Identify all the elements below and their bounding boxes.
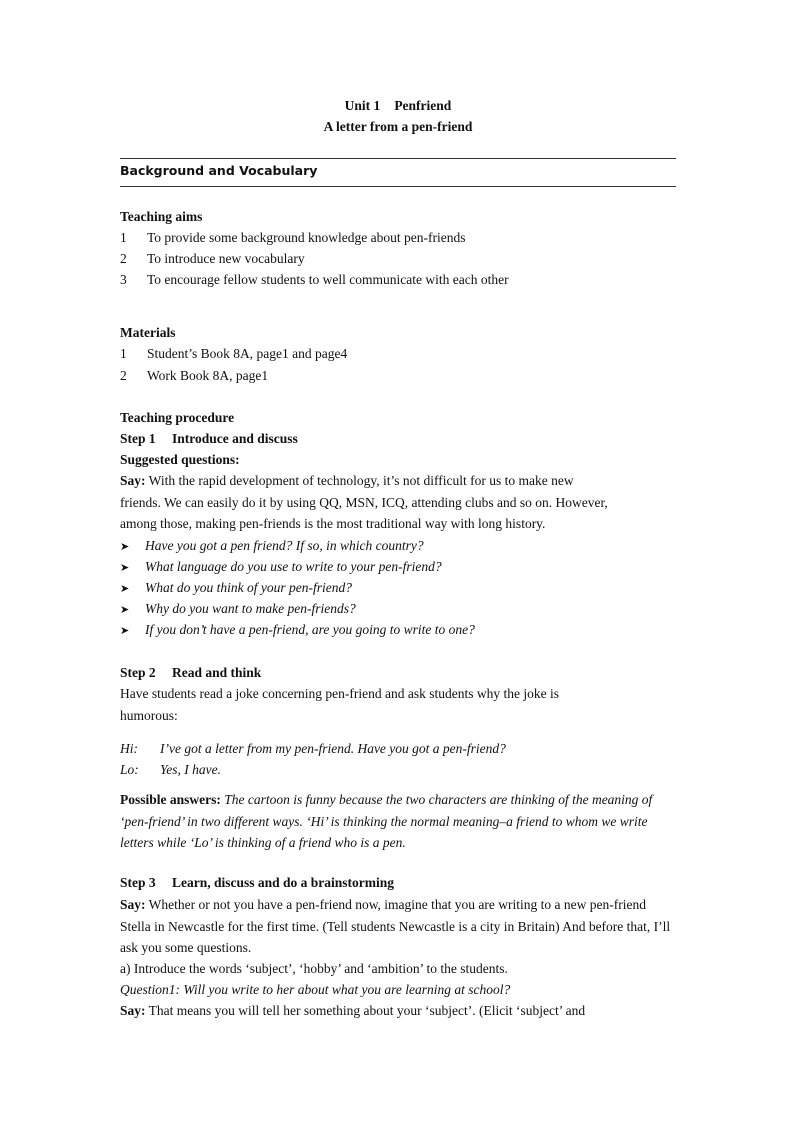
possible-answers: Possible answers: The cartoon is funny because the two characters are thinking of the meaning of ‘pen-friend’ in two different ways. ‘Hi’ is thinking the normal meaning–a friend to whom we write letters while ‘Lo’ is thinking of a friend who is a pen. <box>120 792 653 850</box>
teaching-aims-heading: Teaching aims <box>120 209 203 224</box>
unit-heading <box>120 98 676 114</box>
dialogue-line: Lo: Yes, I have. <box>120 762 221 777</box>
step3-heading: Step 3 Learn, discuss and do a brainstorming <box>120 875 395 890</box>
question-item: ➤ If you don’t have a pen-friend, are you going to write to one? <box>120 622 475 637</box>
question-item: ➤ Why do you want to make pen-friends? <box>120 601 356 616</box>
step2-intro-line: Have students read a joke concerning pen-friend and ask students why the joke is <box>120 686 559 701</box>
arrow-bullet-icon: ➤ <box>120 540 130 553</box>
question-item: ➤ What do you think of your pen-friend? <box>120 580 352 595</box>
section-title: Background and Vocabulary <box>120 163 318 178</box>
step2-intro-line: humorous: <box>120 708 178 723</box>
aim-item: 1 To provide some background knowledge about pen-friends <box>120 230 466 245</box>
lesson-subtitle: A letter from a pen-friend <box>323 119 473 134</box>
arrow-bullet-icon: ➤ <box>120 582 130 595</box>
bottom-rule <box>120 186 676 187</box>
unit-number: Unit 1 <box>344 98 381 113</box>
arrow-bullet-icon: ➤ <box>120 603 130 616</box>
top-rule <box>120 158 676 159</box>
question-item: ➤ What language do you use to write to your pen-friend? <box>120 559 442 574</box>
aim-item: 3 To encourage fellow students to well communicate with each other <box>120 272 509 287</box>
step1-heading: Step 1 Introduce and discuss <box>120 431 298 446</box>
material-item: 1 Student’s Book 8A, page1 and page4 <box>120 346 348 361</box>
question-item: ➤ Have you got a pen friend? If so, in which country? <box>120 538 424 553</box>
arrow-bullet-icon: ➤ <box>120 561 130 574</box>
dialogue-line: Hi: I’ve got a letter from my pen-friend. Have you got a pen-friend? <box>120 741 506 756</box>
step1-say-line: Say: With the rapid development of technology, it’s not difficult for us to make new <box>120 473 574 488</box>
suggested-questions-heading: Suggested questions: <box>120 452 240 467</box>
material-item: 2 Work Book 8A, page1 <box>120 368 269 383</box>
procedure-heading: Teaching procedure <box>120 410 235 425</box>
step3-say2-line: Say: That means you will tell her something about your ‘subject’. (Elicit ‘subject’ and <box>120 1003 586 1018</box>
step1-say-line: friends. We can easily do it by using QQ, MSN, ICQ, attending clubs and so on. However, <box>120 495 608 510</box>
materials-heading: Materials <box>120 325 176 340</box>
question1-line: Question1: Will you write to her about what you are learning at school? <box>120 982 511 997</box>
aim-item: 2 To introduce new vocabulary <box>120 251 305 266</box>
arrow-bullet-icon: ➤ <box>120 624 130 637</box>
unit-title: Penfriend <box>394 98 452 113</box>
step1-say-line: among those, making pen-friends is the most traditional way with long history. <box>120 516 546 531</box>
step3-item-a: a) Introduce the words ‘subject’, ‘hobby’ and ‘ambition’ to the students. <box>120 961 508 976</box>
step3-say-paragraph: Say: Whether or not you have a pen-friend now, imagine that you are writing to a new pen-friend Stella in Newcastle for the first time. (Tell students Newcastle is a city in Britain) And before that, I’ll ask you some questions. <box>120 897 671 955</box>
step2-heading: Step 2 Read and think <box>120 665 262 680</box>
